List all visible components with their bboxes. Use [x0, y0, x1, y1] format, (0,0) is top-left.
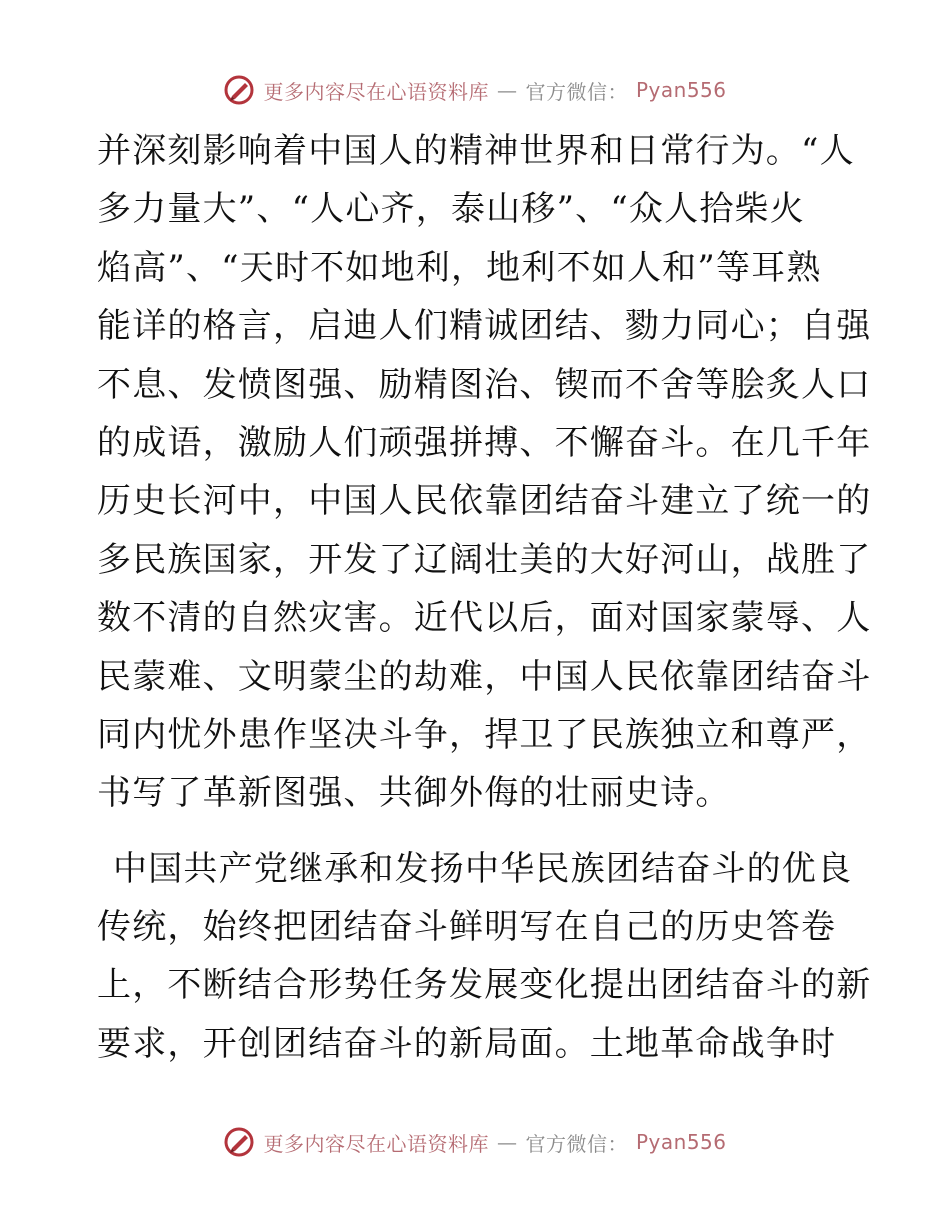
text-line: 能详的格言，启迪人们精诚团结、勠力同心；自强: [97, 306, 872, 347]
text-line: 并深刻影响着中国人的精神世界和日常行为。“人: [97, 131, 855, 171]
pen-logo-icon: [223, 74, 255, 106]
text-line: 多民族国家，开发了辽阔壮美的大好河山，战胜了: [97, 539, 872, 580]
document-body: [97, 122, 872, 1073]
text-line: 要求，开创团结奋斗的新局面。土地革命战争时: [97, 1023, 837, 1064]
text-line: 历史长河中，中国人民依靠团结奋斗建立了统一的: [97, 481, 872, 522]
text-line: 的成语，激励人们顽强拼搏、不懈奋斗。在几千年: [97, 422, 872, 463]
footer-wechat-id: Pyan556: [635, 1130, 727, 1154]
header-wechat-label: 官方微信：: [525, 79, 628, 104]
text-line: 不息、发愤图强、励精图治、锲而不舍等脍炙人口: [97, 364, 872, 405]
header-wechat-id: Pyan556: [635, 78, 727, 102]
text-line: 传统，始终把团结奋斗鲜明写在自己的历史答卷: [97, 907, 837, 948]
text-line: 上，不断结合形势任务发展变化提出团结奋斗的新: [97, 965, 872, 1006]
footer-site-text: 更多内容尽在心语资料库: [263, 1131, 489, 1156]
text-line: 书写了革新图强、共御外侮的壮丽史诗。: [97, 773, 731, 814]
paragraph-2: [97, 840, 872, 1074]
text-line: 同内忧外患作坚决斗争，捍卫了民族独立和尊严，: [97, 714, 872, 755]
text-line: 焰高”、“天时不如地利，地利不如人和”等耳熟: [97, 247, 822, 288]
paragraph-1: [97, 122, 872, 823]
header-separator: —: [496, 78, 518, 102]
header-site-text: 更多内容尽在心语资料库: [263, 79, 489, 104]
footer-wechat-label: 官方微信：: [525, 1131, 628, 1156]
page-header: [0, 70, 950, 110]
text-line: 民蒙难、文明蒙尘的劫难，中国人民依靠团结奋斗: [97, 656, 872, 697]
footer-separator: —: [496, 1130, 518, 1154]
text-line: 中国共产党继承和发扬中华民族团结奋斗的优良: [113, 848, 853, 889]
page-footer: [0, 1122, 950, 1162]
text-line: 多力量大”、“人心齐，泰山移”、“众人拾柴火: [97, 189, 805, 230]
text-line: 数不清的自然灾害。近代以后，面对国家蒙辱、人: [97, 598, 872, 639]
pen-logo-icon: [223, 1126, 255, 1158]
